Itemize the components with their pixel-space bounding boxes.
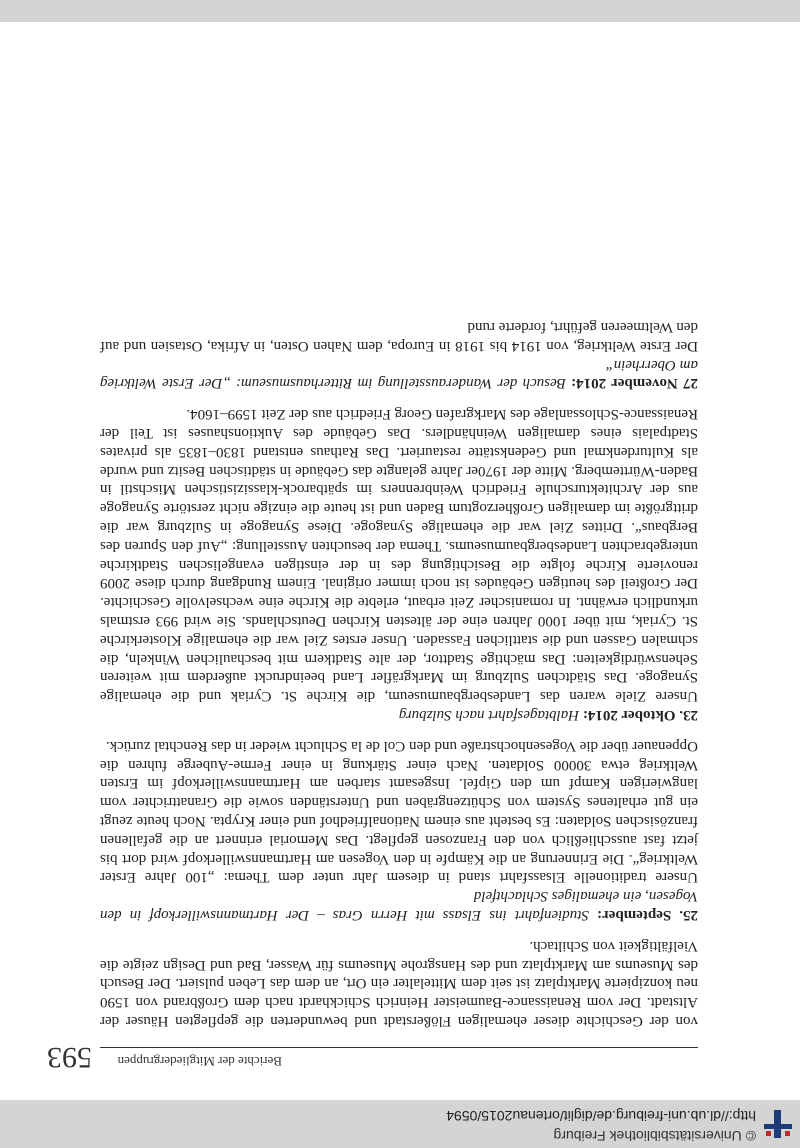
viewer-footer-bar: [0, 1100, 800, 1148]
running-header: [47, 1041, 698, 1074]
section-subtitle: Besuch der Wanderausstellung im Ritterhausmuseum: „Der Erste Weltkrieg am Oberrhein“: [99, 356, 698, 392]
library-copyright: © Universitätsbibliothek Freiburg: [553, 1128, 756, 1144]
paragraph-schiltach: von der Geschichte dieser ehemaligen Flößerstadt und bewunderten die gepflegten Häuser der Altstadt. Der vom Renaissance-Baumeister Heinrich Schickhardt nach dem Großbrand von 1590 neu konzipierte Marktplatz ist seit dem Mittelalter ein Ort, an dem das Leben pulsiert. Der Besuch des Museums am Marktplatz und des Hansgrohe Museums für Wasser, Bad und Design zeigte die Vielfältigkeit von Schiltach.: [100, 937, 698, 1029]
section-september: [100, 736, 698, 924]
section-text: Unsere traditionelle Elsassfahrt stand in diesem Jahr unter dem Thema: „100 Jahre Erster Weltkrieg“. Die Erinnerung an die Kämpfe in den Vogesen am Hartmannswillerkopf wird dort bis jetzt fast ausschließlich von den Franzosen gepflegt. Das Memorial erinnert an die gefallenen französischen Soldaten: Es besteht aus einem Nationalfriedhof und einer Krypta. Noch heute zeugt ein gut erhaltenes System von Schützengräben und Unterständen sowie die Granattrichter vom langwierigen Kampf um den Gipfel. Insgesamt starben am Hartmannswillerkopf im Ersten Weltkrieg etwa 30000 Soldaten. Nach einer Stärkung in einer Ferme-Auberge fuhren die Oppenauer über die Vogesenhochstraße und den Col de la Schlucht wieder in das Renchtal zurück.: [100, 737, 698, 886]
section-date: 25. September:: [597, 907, 698, 924]
viewer-header-bar: [0, 0, 800, 22]
section-subtitle: Halbtagesfahrt nach Sulzburg: [398, 707, 580, 724]
running-title: Berichte der Mitgliedergruppen: [117, 1054, 282, 1069]
page-number: 593: [47, 1041, 92, 1074]
section-date: 23. Oktober 2014:: [582, 707, 698, 724]
section-oktober: [100, 405, 698, 725]
permalink-url[interactable]: http://dl.ub.uni-freiburg.de/diglit/ortenau2015/0594: [446, 1108, 756, 1124]
page-body: [100, 317, 698, 1030]
section-november: [100, 317, 698, 392]
section-subtitle: Studienfahrt ins Elsass mit Herrn Gras – Der Hartmannswillerkopf in den Vogesen, ein ehemaliges Schlachtfeld: [100, 888, 698, 924]
section-text: Der Erste Weltkrieg, von 1914 bis 1918 in Europa, dem Nahen Osten, in Afrika, Ostasien und auf den Weltmeeren geführt, forderte rund: [100, 319, 698, 354]
section-text: Unsere Ziele waren das Landesbergbaumuseum, die Kirche St. Cyriak und die ehemalige Synagoge. Das Städtchen Sulzburg im Markgräfler Land beeindruckt außerdem mit weiteren Sehenswürdigkeiten: Das mächtige Stadttor, der alte Stadtkern mit beschaulichen Winkeln, die schmalen Gassen und die stattlichen Fassaden. Unser erstes Ziel war die ehemalige Klosterkirche St. Cyriak, mit über 1000 Jahren eine der ältesten Kirchen Deutschlands. Sie wird 993 erstmals urkundlich erwähnt. In romanischer Zeit erbaut, erlebte die Kirche eine wechselvolle Geschichte. Der Großteil des heutigen Gebäudes ist noch immer original. Einem Rundgang durch diese 2009 renovierte Kirche folgte die Besichtigung des in der einstigen evangelischen Stadtkirche untergebrachten Landesbergbaumuseums. Thema der besuchten Ausstellung: „Auf den Spuren des Bergbaus“. Drittes Ziel war die ehemalige Synagoge. Diese Synagoge in Sulzburg war die drittgrößte im damaligen Großherzogtum Baden und ist heute die einzige nicht zerstörte Synagoge aus der Architekturschule Friedrich Weinbrenners im spätbarock-klassizistischen Mischstil in Baden-Württemberg. Mitte der 1970er Jahre gelangte das Gebäude in städtischen Besitz und wurde als Kulturdenkmal und Gedenkstätte restauriert. Das Rathaus entstand 1830–1835 als privates Stadtpalais eines damaligen Weinhändlers. Das Gebäude des Auktionshauses ist Teil der Renaissance-Schlossanlage des Markgrafen Georg Friedrich aus der Zeit 1599–1604.: [100, 406, 698, 705]
section-date: 27 November 2014:: [571, 375, 698, 392]
